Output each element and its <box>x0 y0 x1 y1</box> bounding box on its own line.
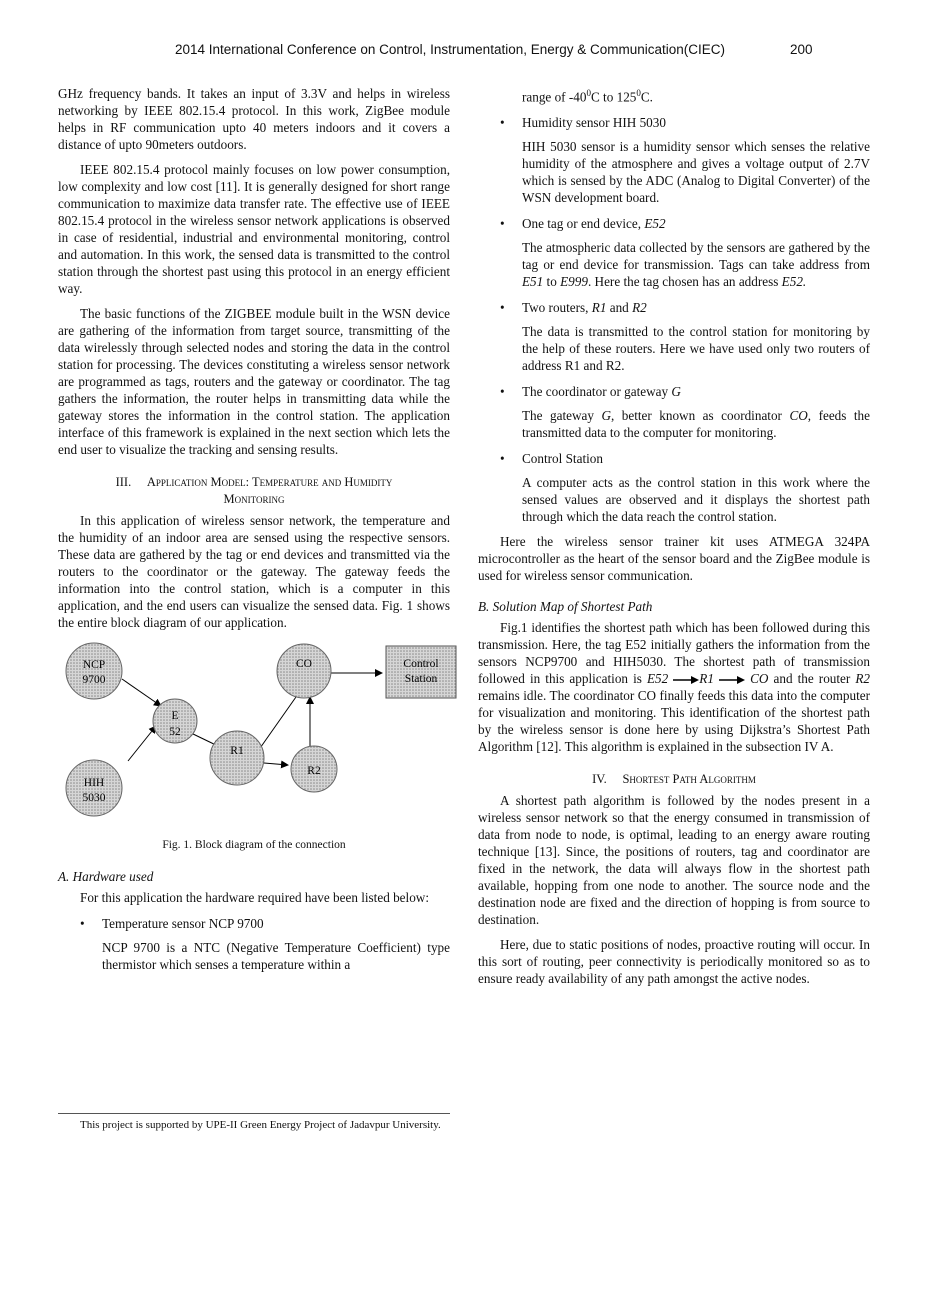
bullet-description: The data is transmitted to the control station for monitoring by the help of these routers. Here we have used only two routers of address R1 and R2. <box>522 324 870 374</box>
italic-span: R1 <box>699 671 714 687</box>
text-span: The coordinator or gateway <box>522 384 672 400</box>
text-span: to <box>543 274 561 290</box>
subsection-heading: A. Hardware used <box>58 869 154 884</box>
node-label: CO <box>296 658 312 670</box>
block-diagram <box>58 641 462 831</box>
bullet-description <box>478 407 870 441</box>
left-column <box>58 85 450 973</box>
italic-span: E52 <box>644 216 666 232</box>
footnote: This project is supported by UPE-II Green Energy Project of Jadavpur University. <box>80 1119 441 1131</box>
node-label: R1 <box>230 745 244 757</box>
bullet-description <box>478 239 870 290</box>
italic-span: E52. <box>781 274 807 290</box>
italic-span: E51 <box>522 274 544 290</box>
section-title-cont: Monitoring <box>223 492 285 506</box>
bullet-description: NCP 9700 is a NTC (Negative Temperature Coefficient) type thermistor which senses a temperature within a <box>102 940 450 972</box>
italic-span: R2 <box>632 300 647 316</box>
paragraph: GHz frequency bands. It takes an input of 3.3V and helps in wireless networking by IEEE 802.15.4 protocol. In this work, ZigBee module helps in RF communication upto 40 meters indoors and it covers a distance of upto 90meters outdoors. <box>58 86 450 152</box>
section-heading <box>58 474 450 508</box>
text-span: remains idle. The coordinator CO finally feeds this data into the computer for visualization and monitoring. This identification of the shortest path by the wireless sensor is done here by using Dijkstra’s Shortest Path Algorithm [12]. This algorithm is explained in the subsection IV A. <box>478 688 870 755</box>
text-span: . Here the tag chosen has an address <box>587 274 782 290</box>
bullet-item <box>478 299 870 316</box>
node-hih5030 <box>66 760 122 816</box>
block-diagram-figure <box>58 641 450 831</box>
bullet-item: • Temperature sensor NCP 9700 <box>58 915 450 932</box>
arrow-right-icon <box>719 676 745 684</box>
arrow-right-icon <box>673 676 699 684</box>
paragraph: IEEE 802.15.4 protocol mainly focuses on low power consumption, low complexity and low cost [11]. It is generally designed for short range communication to maximize data transfer rate. The effective use of IEEE 802.15.4 protocol in the wireless sensor network applications is observed in case of residential, industrial and environmental monitoring, control and automation. In this work, the sensed data is transmitted to the control station through the shortest past using this protocol in an energy efficient way. <box>58 162 450 296</box>
edge-ncp-e52 <box>122 679 161 706</box>
control-station-box <box>386 646 456 698</box>
text-span: One tag or end device, <box>522 216 645 232</box>
paragraph <box>478 619 870 755</box>
node-label: 9700 <box>82 674 106 686</box>
bullet-item <box>478 383 870 400</box>
italic-span: CO <box>789 408 808 424</box>
bullet-item: • Control Station <box>478 450 870 467</box>
italic-span: E999 <box>560 274 588 290</box>
node-label: 52 <box>169 726 181 738</box>
node-label: Control <box>403 658 439 670</box>
paragraph: For this application the hardware required have been listed below: <box>80 890 429 905</box>
paragraph: Here, due to static positions of nodes, proactive routing will occur. In this sort of routing, peer connectivity is periodically monitored so as to ensure ready availability of any path amongst the active nodes. <box>478 937 870 987</box>
text-span: The atmospheric data collected by the sensors are gathered by the tag or end device for transmission. Tags can take address from <box>522 240 870 273</box>
node-e52 <box>153 699 197 743</box>
page-number: 200 <box>790 42 813 57</box>
section-title: Shortest Path Algorithm <box>622 772 756 787</box>
text-span: and the router <box>768 671 856 687</box>
text-span: , feeds the transmitted data to the computer for monitoring. <box>522 408 871 441</box>
italic-span: R1 <box>591 300 607 316</box>
node-co <box>277 644 331 698</box>
subsection-heading: B. Solution Map of Shortest Path <box>478 599 653 615</box>
text-span: The gateway <box>522 408 602 424</box>
node-label: R2 <box>307 765 321 777</box>
node-label: NCP <box>82 659 106 671</box>
section-number: III. <box>115 475 132 489</box>
node-label: E <box>171 710 179 722</box>
node-r1 <box>210 731 264 785</box>
superscript: 0 <box>586 88 591 98</box>
bullet-description-cont <box>478 85 870 105</box>
node-label: HIH <box>83 777 105 789</box>
text-span: Two routers, <box>522 300 592 316</box>
text-span: range of -40 <box>522 89 587 105</box>
superscript: 0 <box>636 88 641 98</box>
node-ncp9700 <box>66 643 122 699</box>
section-heading <box>478 771 870 788</box>
node-r2 <box>291 746 337 792</box>
paragraph: The basic functions of the ZIGBEE module built in the WSN device are gathering of the information from target source, transmitting of the data wirelessly through selected nodes and storing the data in the control station for processing. The devices constituting a wireless sensor network are programmed as tags, routers and the gateway or coordinator. The tag gathers the information, the router helps in transmitting data while the gateway stores the information in the control station. The application interface of this framework is explained in the next section which lets the end user to visualize the tracking and sensing results. <box>58 306 450 457</box>
italic-span: R2 <box>855 671 871 687</box>
paragraph: Here the wireless sensor trainer kit uses ATMEGA 324PA microcontroller as the heart of the sensor board and the ZigBee module is used for wireless sensor communication. <box>478 534 870 584</box>
italic-span: CO <box>750 671 769 687</box>
paragraph: In this application of wireless sensor network, the temperature and the humidity of an indoor area are sensed using the respective sensors. These data are gathered by the tag or end devices and transmitted via the routers to the coordinator or the gateway. The gateway feeds the information into the control station, which is a computer in this application, and the end users can visualize the sensed data. Fig. 1 shows the entire block diagram of our application. <box>58 513 450 630</box>
node-label: Station <box>404 673 438 685</box>
italic-span: G <box>601 408 611 424</box>
text-span: Fig.1 identifies the shortest path which has been followed during this transmission. Here, the tag E52 initially gathers the information from the sensors NCP9700 and HIH5030. The shortest path of transmission followed in this application is <box>478 620 870 687</box>
conference-title: 2014 International Conference on Control, Instrumentation, Energy & Communication(CIEC) <box>175 42 726 57</box>
bullet-description: A computer acts as the control station in this work where the sensed values are observed and it displays the shortest path through which the data reach the control station. <box>522 475 870 525</box>
figure-caption: Fig. 1. Block diagram of the connection <box>162 839 346 851</box>
edge-r1-r2 <box>264 763 288 765</box>
footnote-divider <box>58 1113 450 1114</box>
bullet-item <box>478 215 870 232</box>
right-column <box>478 85 870 987</box>
edge-hih-e52 <box>128 726 156 761</box>
node-label: 5030 <box>82 792 106 804</box>
bullet-item: • Humidity sensor HIH 5030 <box>478 114 870 131</box>
text-span: , better known as coordinator <box>610 408 790 424</box>
text-span: C to 125 <box>590 89 637 105</box>
italic-span: G <box>671 384 681 400</box>
bullet-description: HIH 5030 sensor is a humidity sensor which senses the relative humidity of the atmosphere and gives a voltage output of 2.7V which is sensed by the ADC (Analog to Digital Converter) of the WSN development board. <box>522 139 870 206</box>
paragraph: A shortest path algorithm is followed by the nodes present in a wireless sensor network so that the energy consumed in transmission of data from node to node, is optimal, leading to an energy aware routing technique [13]. Since, the positions of routers, tag and coordinator are fixed in the network, the data will always flow in the shortest path available, hopping from one node to another. The source node and the destination node are fixed and the direction of hopping is from source to destination. <box>478 793 870 928</box>
section-title: Application Model: Temperature and Humidity <box>146 475 393 489</box>
section-number: IV. <box>592 772 607 787</box>
italic-span: E52 <box>646 671 669 687</box>
text-span: and <box>606 300 633 316</box>
text-span: C. <box>640 89 653 105</box>
